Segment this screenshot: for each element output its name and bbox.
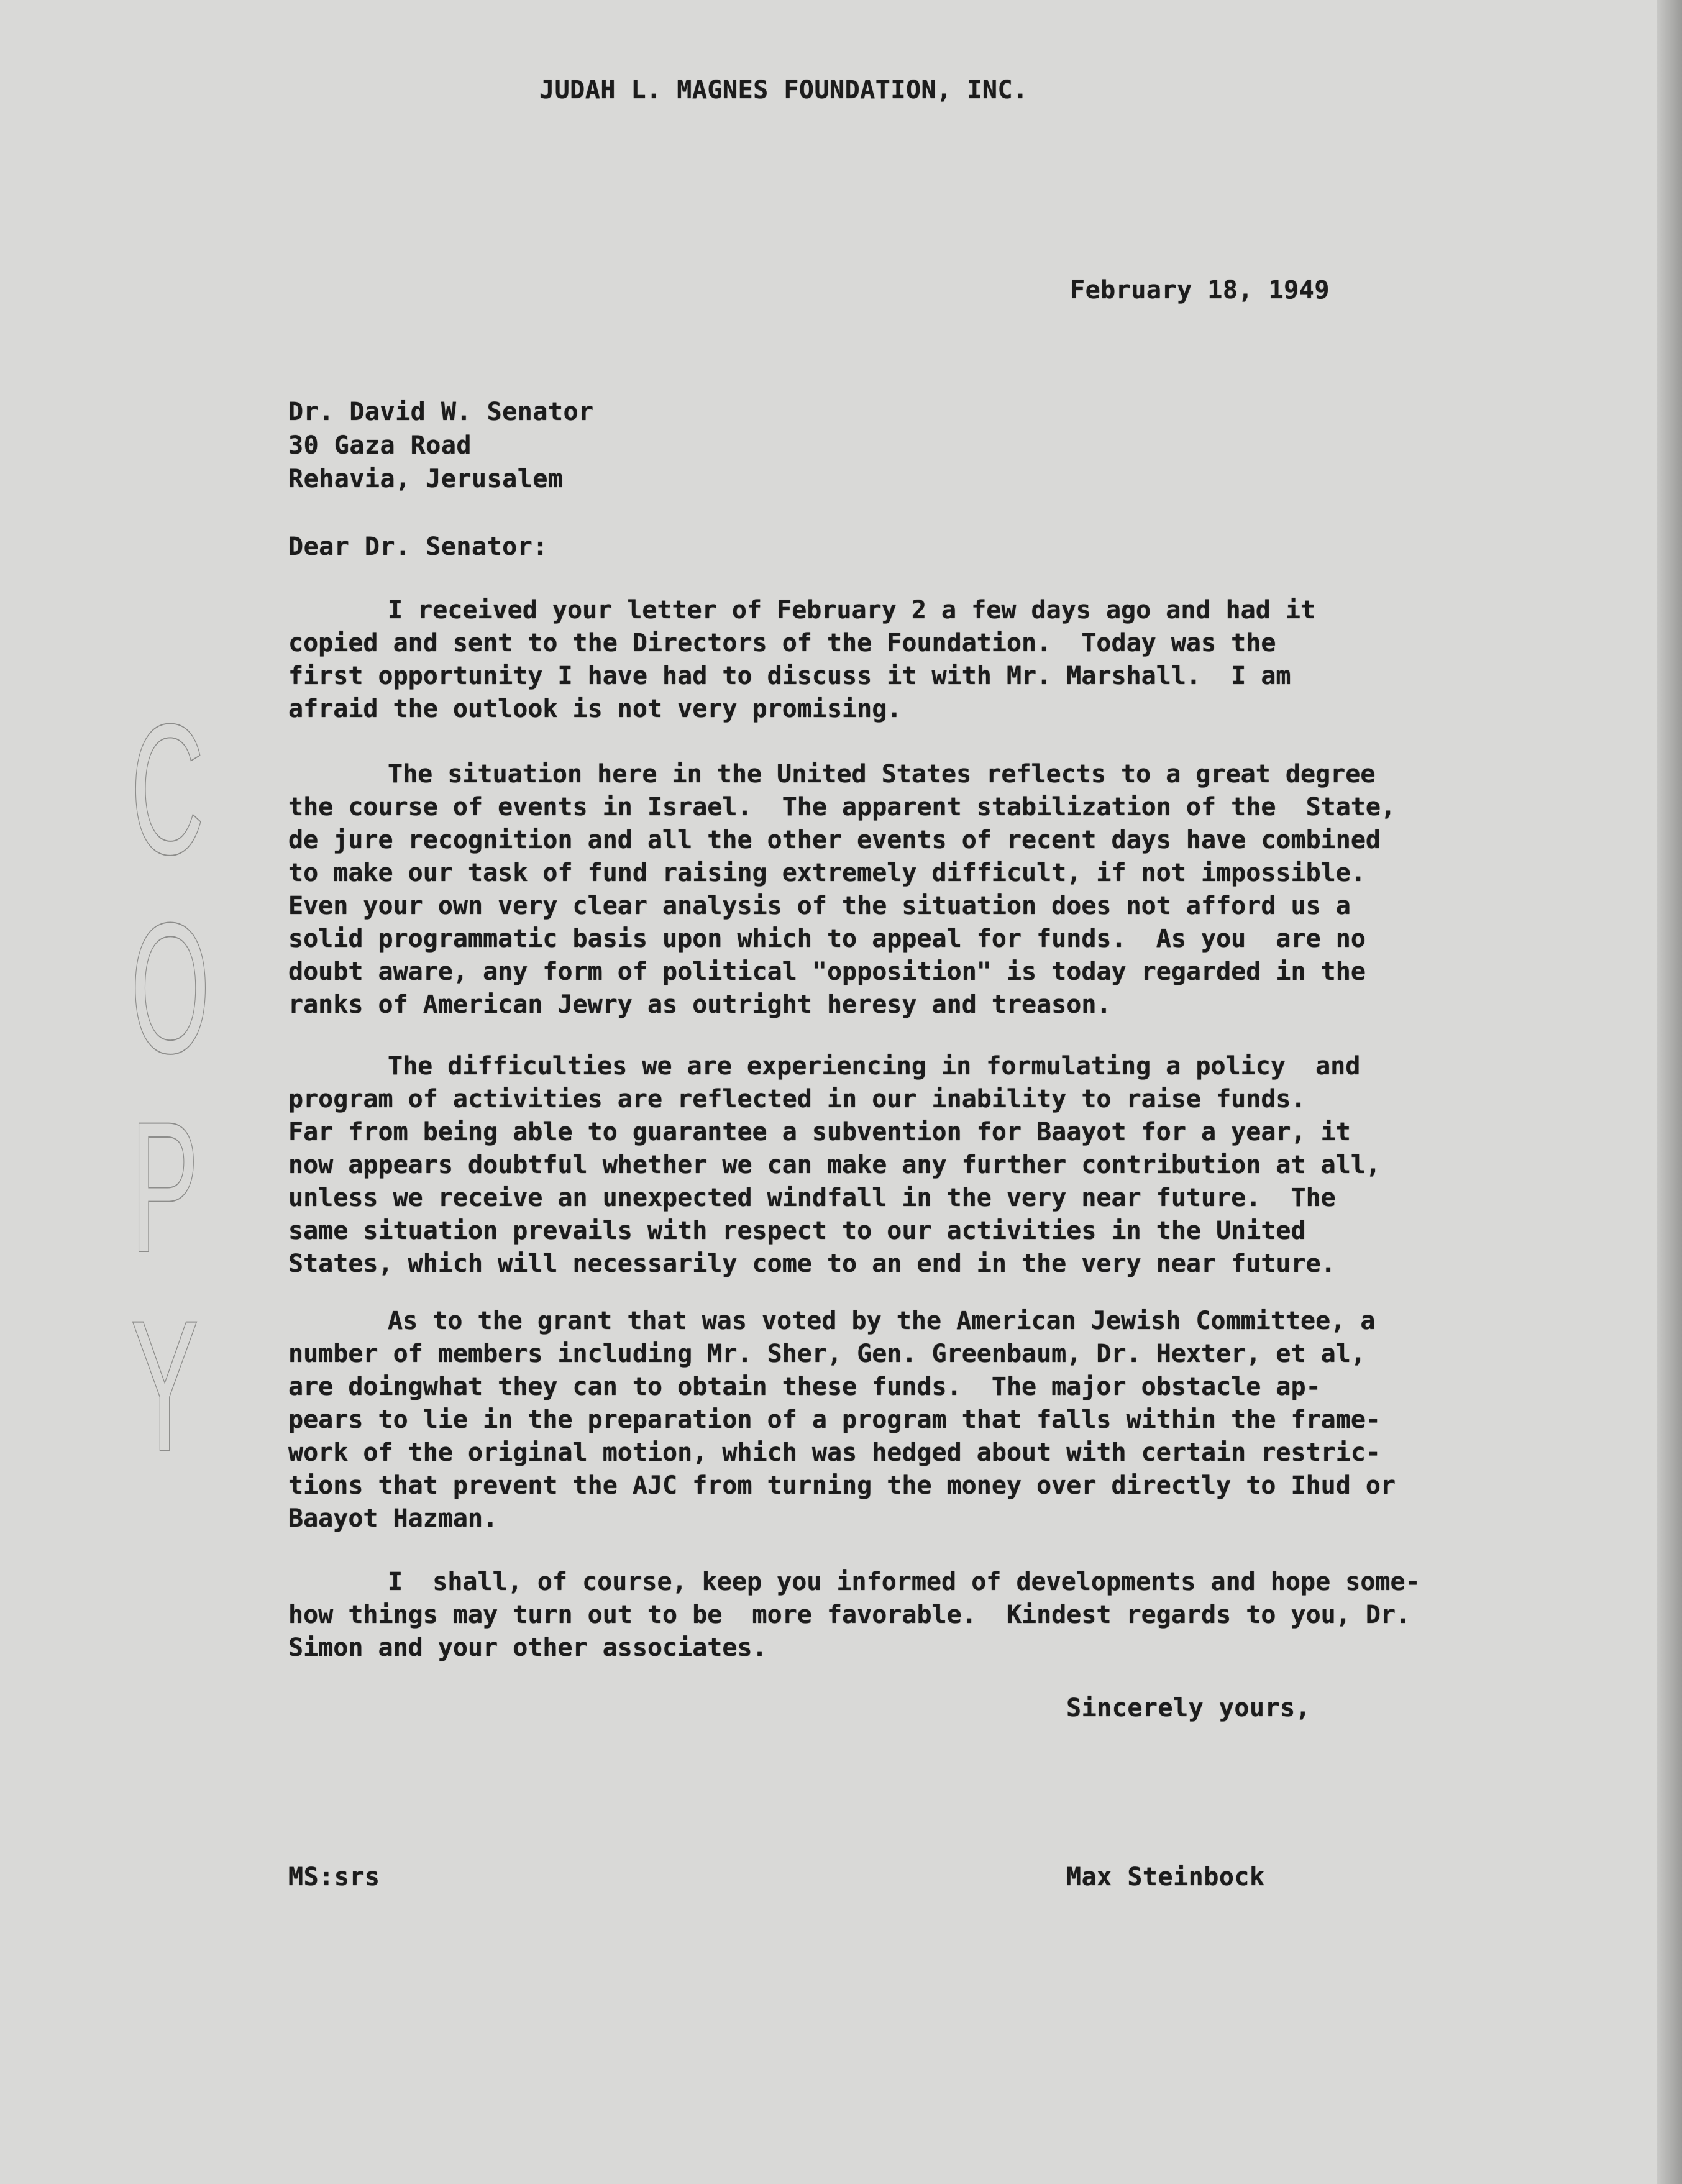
paragraph-line: now appears doubtful whether we can make any further contribution at all, [288, 1151, 1381, 1179]
stamp-letter: Y [130, 1281, 199, 1490]
paragraph-2 [288, 758, 1396, 1021]
paragraph-line: The situation here in the United States reflects to a great degree [388, 760, 1376, 788]
recipient-name: Dr. David W. Senator [288, 398, 594, 426]
salutation: Dear Dr. Senator: [288, 532, 548, 561]
typist-initials: MS:srs [288, 1863, 380, 1891]
stamp-letter: C [130, 685, 205, 893]
paragraph-line: copied and sent to the Directors of the Foundation. Today was the [288, 629, 1276, 657]
paragraph-line: As to the grant that was voted by the American Jewish Committee, a [388, 1307, 1376, 1335]
paragraph-3 [288, 1050, 1381, 1281]
paragraph-line: afraid the outlook is not very promising. [288, 695, 902, 723]
paragraph-line: work of the original motion, which was hedged about with certain restric- [288, 1438, 1381, 1467]
paragraph-line: The difficulties we are experiencing in formulating a policy and [388, 1052, 1361, 1081]
closing: Sincerely yours, [1066, 1694, 1311, 1722]
letterhead: JUDAH L. MAGNES FOUNDATION, INC. [539, 76, 1028, 104]
stamp-letter: P [130, 1082, 199, 1291]
paragraph-line: how things may turn out to be more favorable. Kindest regards to you, Dr. [288, 1601, 1411, 1629]
signature-name: Max Steinbock [1066, 1863, 1265, 1891]
paragraph-line: same situation prevails with respect to our activities in the United [288, 1217, 1306, 1245]
paragraph-line: de jure recognition and all the other events of recent days have combined [288, 826, 1381, 854]
paragraph-line: program of activities are reflected in our inability to raise funds. [288, 1085, 1306, 1113]
paragraph-line: are doingwhat they can to obtain these funds. The major obstacle ap- [288, 1373, 1321, 1401]
paragraph-line: Simon and your other associates. [288, 1633, 767, 1662]
recipient-street: 30 Gaza Road [288, 431, 472, 460]
paragraph-line: I shall, of course, keep you informed of developments and hope some- [388, 1568, 1420, 1596]
paragraph-line: unless we receive an unexpected windfall in the very near future. The [288, 1184, 1336, 1212]
paragraph-line: doubt aware, any form of political "opposition" is today regarded in the [288, 957, 1366, 986]
paragraph-4 [288, 1305, 1396, 1535]
paragraph-line: the course of events in Israel. The apparent stabilization of the State, [288, 793, 1396, 821]
paragraph-line: States, which will necessarily come to an end in the very near future. [288, 1250, 1336, 1278]
stamp-letter: O [130, 884, 211, 1092]
copy-stamp [130, 685, 211, 1490]
recipient-city: Rehavia, Jerusalem [288, 465, 564, 493]
paragraph-line: pears to lie in the preparation of a program that falls within the frame- [288, 1405, 1381, 1434]
letter-date: February 18, 1949 [1070, 276, 1330, 304]
paragraph-line: I received your letter of February 2 a few days ago and had it [388, 596, 1316, 624]
paragraph-line: ranks of American Jewry as outright heresy and treason. [288, 990, 1112, 1019]
paragraph-line: Far from being able to guarantee a subvention for Baayot for a year, it [288, 1118, 1351, 1146]
paragraph-5 [288, 1566, 1420, 1665]
paragraph-line: to make our task of fund raising extremely difficult, if not impossible. [288, 859, 1366, 887]
paragraph-1 [288, 594, 1315, 726]
paragraph-line: Even your own very clear analysis of the situation does not afford us a [288, 892, 1351, 920]
paragraph-line: first opportunity I have had to discuss it with Mr. Marshall. I am [288, 662, 1291, 690]
paragraph-line: Baayot Hazman. [288, 1504, 498, 1533]
paragraph-line: number of members including Mr. Sher, Gen. Greenbaum, Dr. Hexter, et al, [288, 1340, 1366, 1368]
paragraph-line: tions that prevent the AJC from turning the money over directly to Ihud or [288, 1471, 1396, 1500]
paragraph-line: solid programmatic basis upon which to appeal for funds. As you are no [288, 925, 1366, 953]
